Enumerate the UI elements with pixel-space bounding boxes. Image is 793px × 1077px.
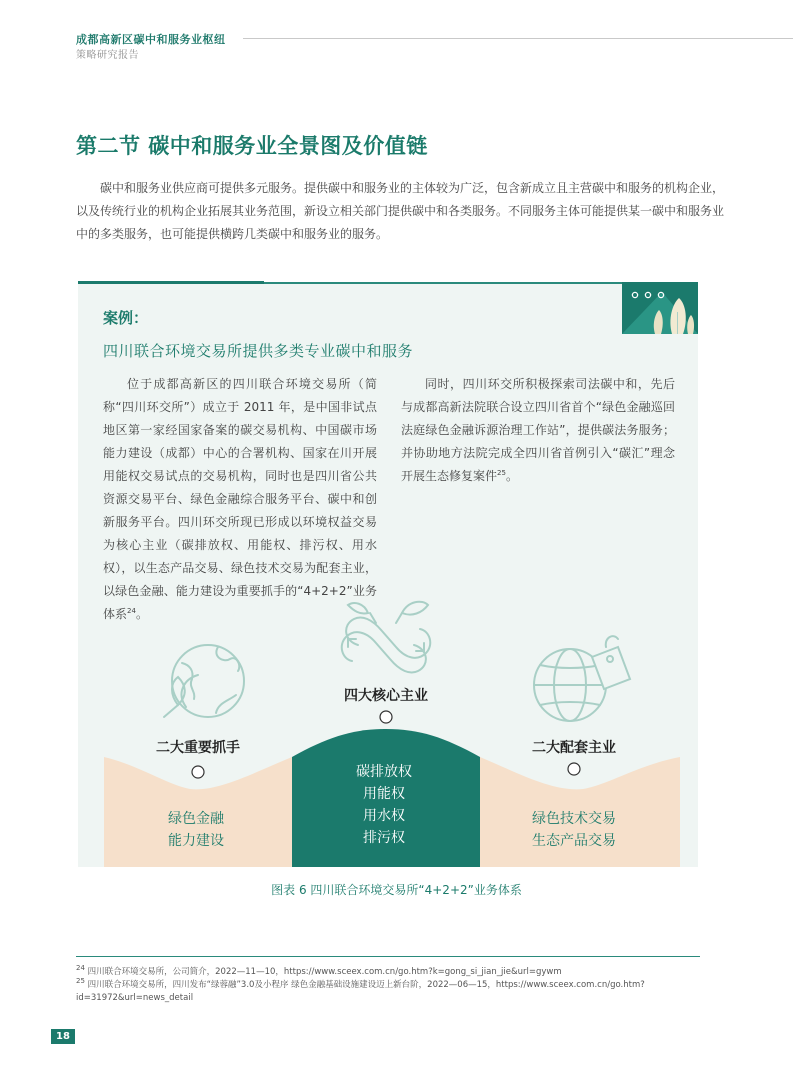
footnote-ref[interactable]: 25 xyxy=(497,469,506,477)
globe-tag-icon xyxy=(534,636,630,721)
tree-decoration-icon xyxy=(622,282,698,334)
case-paragraph-1: 位于成都高新区的四川联合环境交易所（简称“四川环交所”）成立于 2011 年，是中国非试点地区第一家经国家备案的碳交易机构、中国碳市场能力建设（成都）中心的合署机构、国家在川开展用能权交易试点的交易机构，同时也是四川省公共资源交易平台、绿色金融综合服务平台、碳中和创新服务平台。四川环交所现已形成以环境权益交易为核心主业（碳排放权、用能权、排污权、用水权），以生态产品交易、绿色技术交易为配套主业，以绿色金融、能力建设为重要抓手的“4+2+2”业务体系$^{24}$。 xyxy=(103,377,377,621)
case-top-accent xyxy=(78,281,264,284)
report-subtitle: 策略研究报告 xyxy=(76,50,139,61)
right-item: 绿色技术交易 xyxy=(532,811,616,827)
core-item: 用能权 xyxy=(363,786,405,802)
figure-caption: 图表 6 四川联合环境交易所“4+2+2”业务体系 xyxy=(271,883,522,897)
core-marker xyxy=(380,711,392,723)
section-intro: 碳中和服务业供应商可提供多元服务。提供碳中和服务业的主体较为广泛，包含新成立且主营碳中和服务的机构企业，以及传统行业的机构企业拓展其业务范围，新设立相关部门提供碳中和各类服务。不同服务主体可能提供某一碳中和服务业中的多类服务，也可能提供横跨几类碳中和服务业的服务。 xyxy=(76,181,725,241)
core-item: 排污权 xyxy=(363,830,405,846)
report-title: 成都高新区碳中和服务业枢纽 xyxy=(76,33,226,46)
footnote-25: $^{25}$ 四川联合环境交易所，四川发布“绿蓉融”3.0及小程序 绿色金融基础设施建设迈上新台阶，2022—06—15，https://www.sceex.com.cn/go.htm?id=31972&url=news_detail xyxy=(76,977,645,1003)
left-item: 绿色金融 xyxy=(168,811,224,827)
case-text-left-column xyxy=(103,373,377,626)
footnote-divider xyxy=(76,956,700,957)
recycle-leaf-icon xyxy=(342,602,431,673)
left-items xyxy=(146,808,246,852)
right-items xyxy=(514,808,634,852)
right-label: 二大配套主业 xyxy=(532,740,616,756)
case-paragraph-2: 同时，四川环交所积极探索司法碳中和，先后与成都高新法院联合设立四川省首个“绿色金融巡回法庭绿色金融诉源治理工作站”，提供碳法务服务；并协助地方法院完成全四川省首例引入“碳汇”理念开展生态修复案件$^{25}$。 xyxy=(401,377,675,483)
right-item: 生态产品交易 xyxy=(532,833,616,849)
footnote-ref[interactable]: 24 xyxy=(127,607,136,615)
core-label: 四大核心主业 xyxy=(344,688,428,704)
core-item: 碳排放权 xyxy=(356,764,412,780)
core-items xyxy=(324,761,444,849)
core-item: 用水权 xyxy=(363,808,405,824)
page-number: 18 xyxy=(51,1029,75,1044)
case-text-right-column xyxy=(401,373,675,488)
left-marker xyxy=(192,766,204,778)
case-label: 案例： xyxy=(103,309,149,327)
right-marker xyxy=(568,763,580,775)
left-item: 能力建设 xyxy=(168,833,224,849)
left-label: 二大重要抓手 xyxy=(156,740,240,756)
header-divider xyxy=(243,38,793,39)
case-title: 四川联合环境交易所提供多类专业碳中和服务 xyxy=(103,342,414,360)
section-title: 第二节 碳中和服务业全景图及价值链 xyxy=(76,134,428,158)
globe-leaf-icon xyxy=(164,645,244,717)
footnote-24: $^{24}$ 四川联合环境交易所，公司简介，2022—11—10，https://www.sceex.com.cn/go.htm?k=gong_si_jian_jie&url=gywm xyxy=(76,964,562,977)
